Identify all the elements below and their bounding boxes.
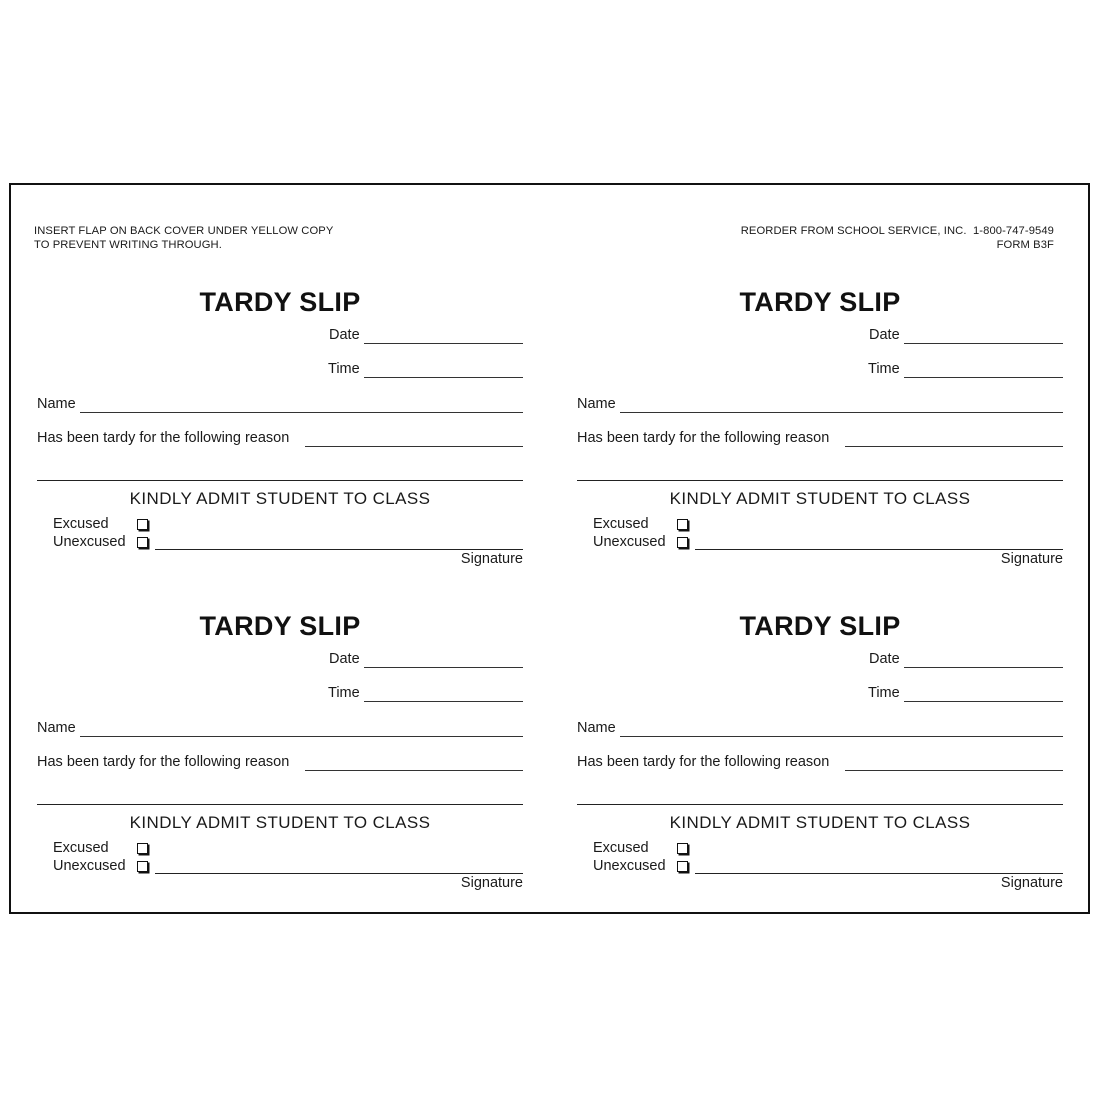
unexcused-label: Unexcused xyxy=(593,858,666,874)
name-label: Name xyxy=(577,396,616,412)
unexcused-label: Unexcused xyxy=(53,858,126,874)
slip-title: TARDY SLIP xyxy=(739,611,901,641)
reason-continuation-line[interactable] xyxy=(37,804,523,805)
excused-checkbox[interactable] xyxy=(137,843,148,854)
time-field[interactable] xyxy=(904,701,1063,702)
name-label: Name xyxy=(37,396,76,412)
slip-bottom-right xyxy=(577,324,1063,891)
signature-field[interactable] xyxy=(155,873,523,874)
signature-label: Signature xyxy=(1000,551,1063,567)
unexcused-checkbox[interactable] xyxy=(677,861,688,872)
slip-top-right xyxy=(577,0,1063,567)
time-label: Time xyxy=(328,361,360,377)
date-label: Date xyxy=(869,651,900,667)
admit-instruction: KINDLY ADMIT STUDENT TO CLASS xyxy=(129,813,431,832)
reason-field[interactable] xyxy=(845,770,1063,771)
reason-label: Has been tardy for the following reason xyxy=(577,430,830,446)
admit-instruction: KINDLY ADMIT STUDENT TO CLASS xyxy=(129,489,431,508)
name-label: Name xyxy=(37,720,76,736)
time-label: Time xyxy=(868,361,900,377)
slip-top-left xyxy=(37,0,523,567)
date-label: Date xyxy=(329,327,360,343)
form-number: FORM B3F xyxy=(996,239,1054,251)
admit-instruction: KINDLY ADMIT STUDENT TO CLASS xyxy=(669,489,971,508)
excused-label: Excused xyxy=(593,840,649,856)
date-field[interactable] xyxy=(364,667,523,668)
instruction-line-1: INSERT FLAP ON BACK COVER UNDER YELLOW COPY xyxy=(34,225,334,237)
reason-field[interactable] xyxy=(305,770,523,771)
excused-label: Excused xyxy=(53,516,109,532)
unexcused-checkbox[interactable] xyxy=(137,861,148,872)
signature-label: Signature xyxy=(1000,875,1063,891)
unexcused-label: Unexcused xyxy=(593,534,666,550)
name-field[interactable] xyxy=(80,736,523,737)
date-label: Date xyxy=(329,651,360,667)
time-field[interactable] xyxy=(364,701,523,702)
time-label: Time xyxy=(868,685,900,701)
date-label: Date xyxy=(869,327,900,343)
date-field[interactable] xyxy=(904,667,1063,668)
name-label: Name xyxy=(577,720,616,736)
signature-label: Signature xyxy=(460,875,523,891)
instruction-line-2: TO PREVENT WRITING THROUGH. xyxy=(34,239,222,251)
unexcused-label: Unexcused xyxy=(53,534,126,550)
time-label: Time xyxy=(328,685,360,701)
excused-checkbox[interactable] xyxy=(677,843,688,854)
name-field[interactable] xyxy=(620,736,1063,737)
slip-title: TARDY SLIP xyxy=(199,287,361,317)
reason-continuation-line[interactable] xyxy=(577,804,1063,805)
reorder-line: REORDER FROM SCHOOL SERVICE, INC. 1-800-747-9549 xyxy=(740,225,1054,237)
slip-title: TARDY SLIP xyxy=(739,287,901,317)
reason-label: Has been tardy for the following reason xyxy=(37,430,290,446)
excused-label: Excused xyxy=(53,840,109,856)
slip-title: TARDY SLIP xyxy=(199,611,361,641)
slip-bottom-left xyxy=(37,324,523,891)
signature-label: Signature xyxy=(460,551,523,567)
reason-label: Has been tardy for the following reason xyxy=(37,754,290,770)
excused-label: Excused xyxy=(593,516,649,532)
admit-instruction: KINDLY ADMIT STUDENT TO CLASS xyxy=(669,813,971,832)
signature-field[interactable] xyxy=(695,873,1063,874)
reason-label: Has been tardy for the following reason xyxy=(577,754,830,770)
